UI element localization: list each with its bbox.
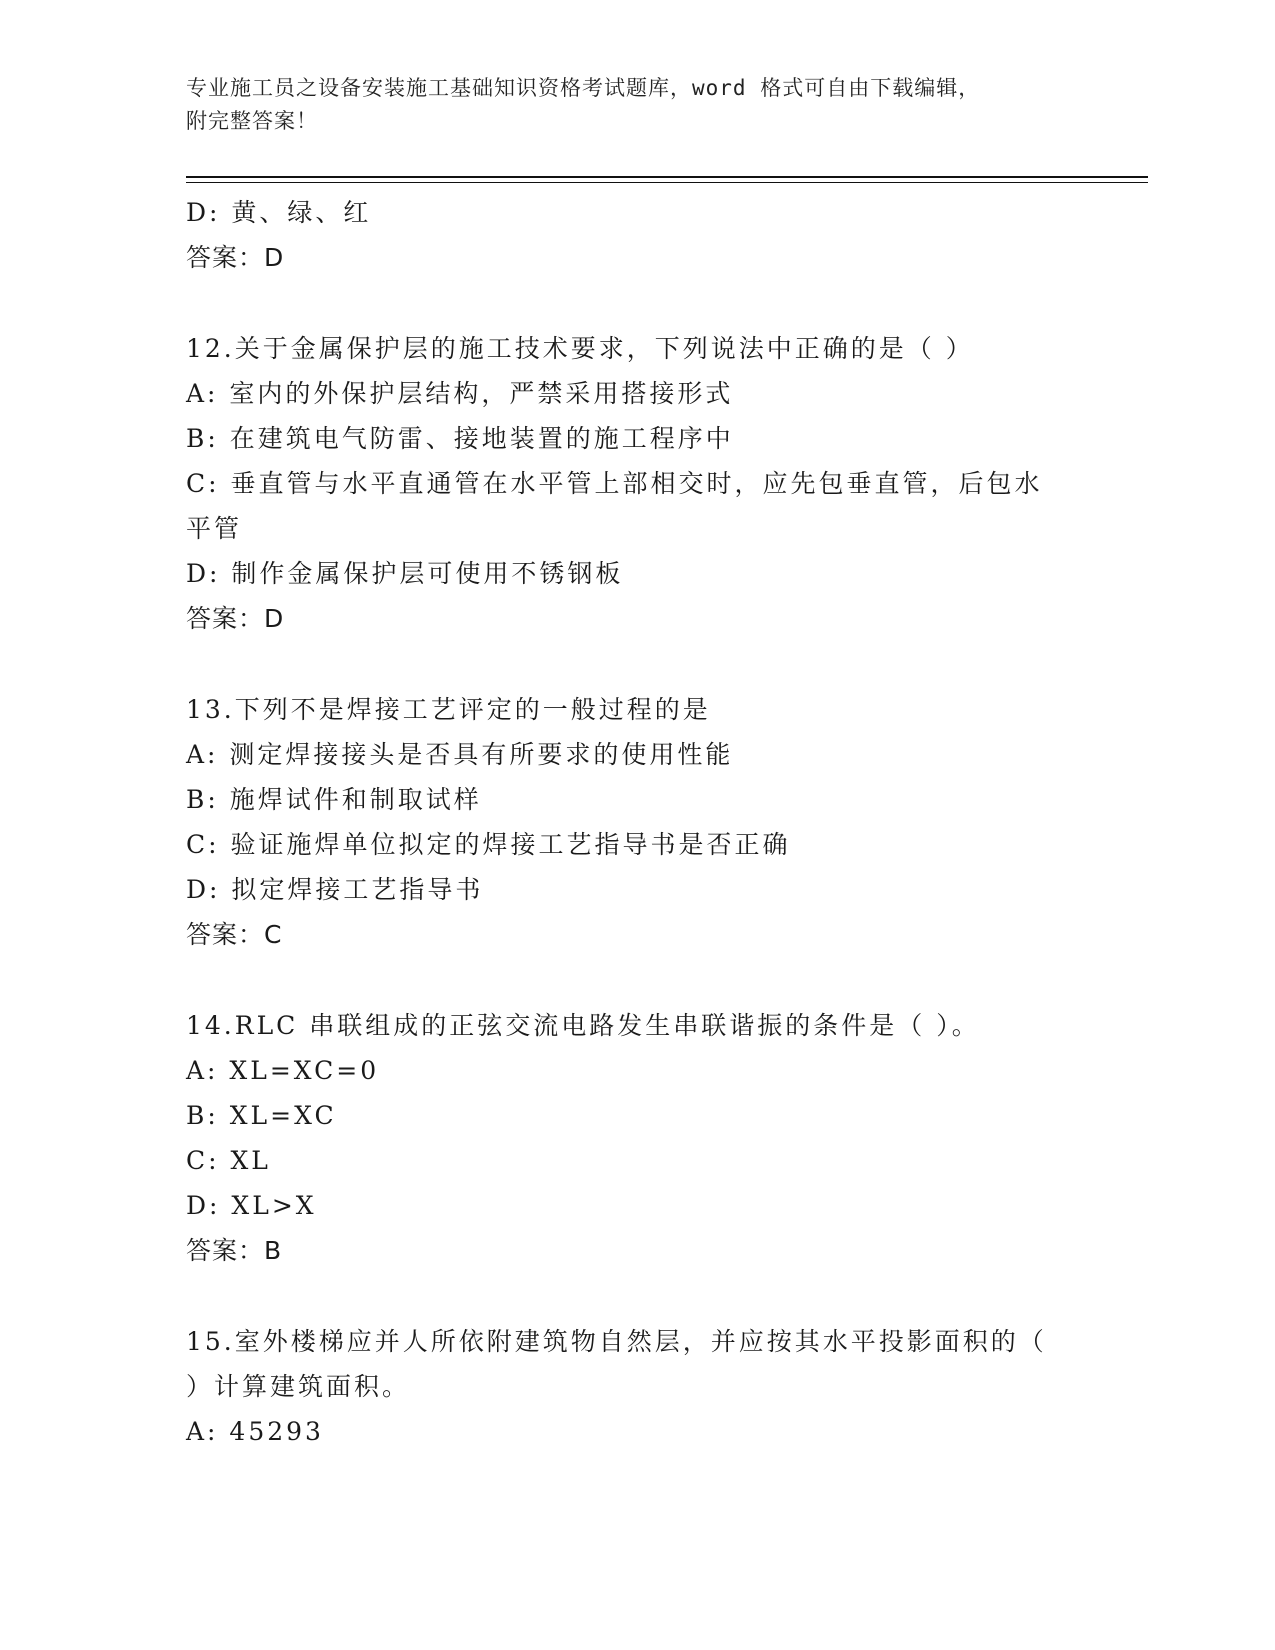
option-b: B: 在建筑电气防雷、接地装置的施工程序中 bbox=[186, 424, 734, 453]
option-b: B: XL=XC bbox=[186, 1101, 337, 1130]
option-c: C: 垂直管与水平直通管在水平管上部相交时，应先包垂直管，后包水 bbox=[186, 469, 1043, 498]
question-12 bbox=[186, 326, 1086, 641]
header-divider-thick bbox=[186, 176, 1148, 178]
option-c-continued: 平管 bbox=[186, 514, 243, 543]
answer-line: 答案：D bbox=[186, 243, 285, 272]
question-11-tail bbox=[186, 190, 1086, 280]
question-stem-continued: ）计算建筑面积。 bbox=[186, 1372, 411, 1401]
header-divider-thin bbox=[186, 182, 1148, 183]
option-d: D: 拟定焊接工艺指导书 bbox=[186, 875, 484, 904]
question-stem: 15.室外楼梯应并人所依附建筑物自然层，并应按其水平投影面积的（ bbox=[186, 1327, 1047, 1356]
question-stem: 13.下列不是焊接工艺评定的一般过程的是 bbox=[186, 695, 711, 724]
option-a: A: 室内的外保护层结构，严禁采用搭接形式 bbox=[186, 379, 734, 408]
header-line-1: 专业施工员之设备安装施工基础知识资格考试题库，word 格式可自由下载编辑， bbox=[186, 76, 981, 100]
option-d: D: 制作金属保护层可使用不锈钢板 bbox=[186, 559, 624, 588]
question-15 bbox=[186, 1319, 1086, 1454]
option-c: C: 验证施焊单位拟定的焊接工艺指导书是否正确 bbox=[186, 830, 791, 859]
option-a: A: XL=XC=0 bbox=[186, 1056, 380, 1085]
question-13 bbox=[186, 687, 1086, 957]
question-stem: 12.关于金属保护层的施工技术要求，下列说法中正确的是（ ） bbox=[186, 334, 974, 363]
option-d: D: 黄、绿、红 bbox=[186, 198, 372, 227]
option-d: D: XL>X bbox=[186, 1191, 317, 1220]
option-a: A: 测定焊接接头是否具有所要求的使用性能 bbox=[186, 740, 734, 769]
option-a: A: 45293 bbox=[186, 1417, 324, 1446]
question-content bbox=[186, 190, 1086, 1454]
answer-line: 答案：C bbox=[186, 920, 283, 949]
question-14 bbox=[186, 1003, 1086, 1273]
answer-line: 答案：D bbox=[186, 604, 285, 633]
header-line-2: 附完整答案！ bbox=[186, 109, 318, 133]
option-c: C: XL bbox=[186, 1146, 271, 1175]
answer-line: 答案：B bbox=[186, 1236, 283, 1265]
question-stem: 14.RLC 串联组成的正弦交流电路发生串联谐振的条件是（ ）。 bbox=[186, 1011, 980, 1040]
document-header bbox=[186, 72, 1066, 138]
option-b: B: 施焊试件和制取试样 bbox=[186, 785, 482, 814]
